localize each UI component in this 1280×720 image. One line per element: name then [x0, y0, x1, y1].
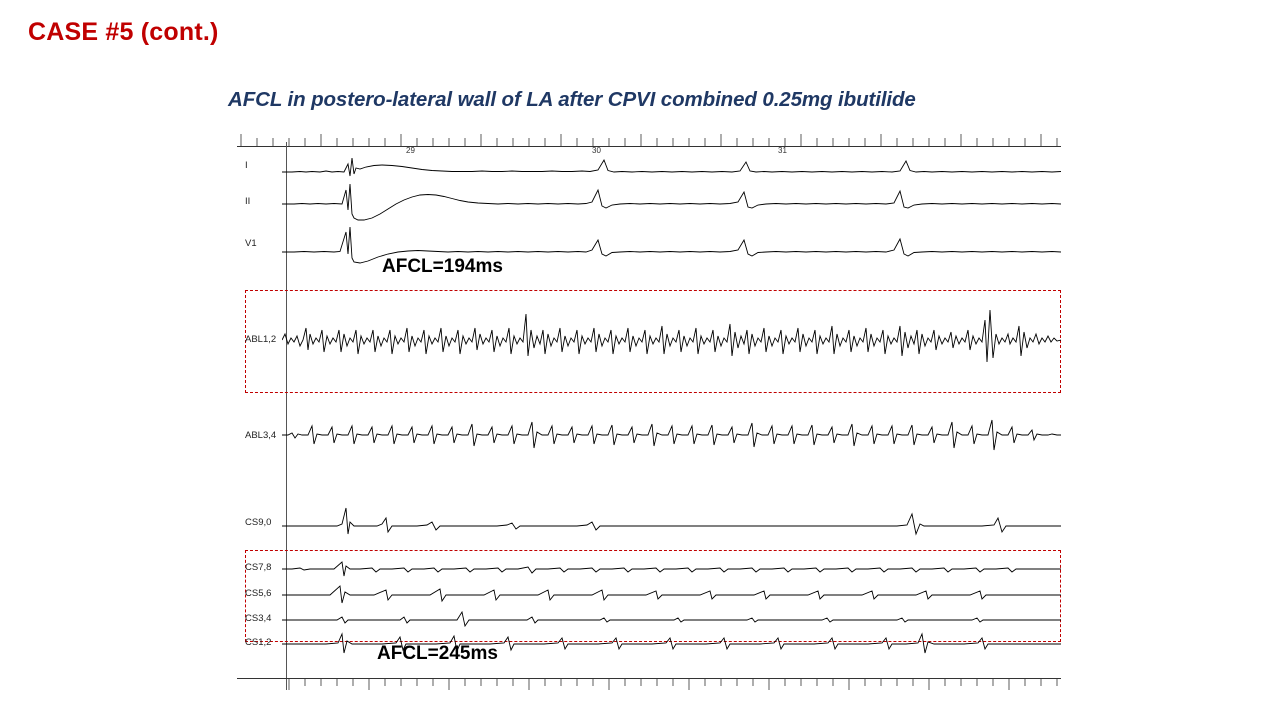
channel-row-cs34: [237, 608, 1061, 630]
channel-label-abl12: ABL1,2: [245, 334, 277, 345]
waveform-cs34: [282, 608, 1061, 630]
timestamp-31: 31: [778, 146, 787, 155]
waveform-cs78: [282, 556, 1061, 580]
waveform-abl12: [282, 300, 1061, 380]
channel-label-ii: II: [245, 196, 251, 207]
channel-label-cs56: CS5,6: [245, 588, 272, 599]
channel-row-i: [237, 150, 1061, 184]
channel-label-v1: V1: [245, 238, 257, 249]
channel-row-cs78: [237, 556, 1061, 580]
page-title: CASE #5 (cont.): [28, 18, 219, 46]
channel-label-cs34: CS3,4: [245, 613, 272, 624]
channel-label-cs12: CS1,2: [245, 637, 272, 648]
channel-row-cs56: [237, 582, 1061, 606]
channel-label-abl34: ABL3,4: [245, 430, 277, 441]
channel-label-cs78: CS7,8: [245, 562, 272, 573]
channel-label-i: I: [245, 160, 248, 171]
timestamp-29: 29: [406, 146, 415, 155]
timeline-ruler-bottom: [237, 677, 1061, 693]
timeline-ruler-top: [237, 132, 1061, 148]
channel-label-cs90: CS9,0: [245, 517, 272, 528]
afcl-abl-annotation: AFCL=194ms: [382, 256, 503, 277]
afcl-cs-annotation: AFCL=245ms: [377, 643, 498, 664]
waveform-cs90: [282, 500, 1061, 544]
channel-row-cs12: [237, 630, 1061, 656]
channel-row-ii: [237, 180, 1061, 224]
channel-row-abl34: [237, 410, 1061, 460]
channel-row-cs90: [237, 500, 1061, 544]
figure-caption: AFCL in postero-lateral wall of LA after CPVI combined 0.25mg ibutilide: [228, 88, 916, 111]
waveform-ii: [282, 180, 1061, 224]
ecg-tracing-panel: [237, 132, 1061, 697]
waveform-i: [282, 150, 1061, 184]
waveform-cs56: [282, 582, 1061, 606]
channel-row-v1: [237, 224, 1061, 266]
waveform-abl34: [282, 410, 1061, 460]
timestamp-30: 30: [592, 146, 601, 155]
channel-row-abl12: [237, 300, 1061, 380]
